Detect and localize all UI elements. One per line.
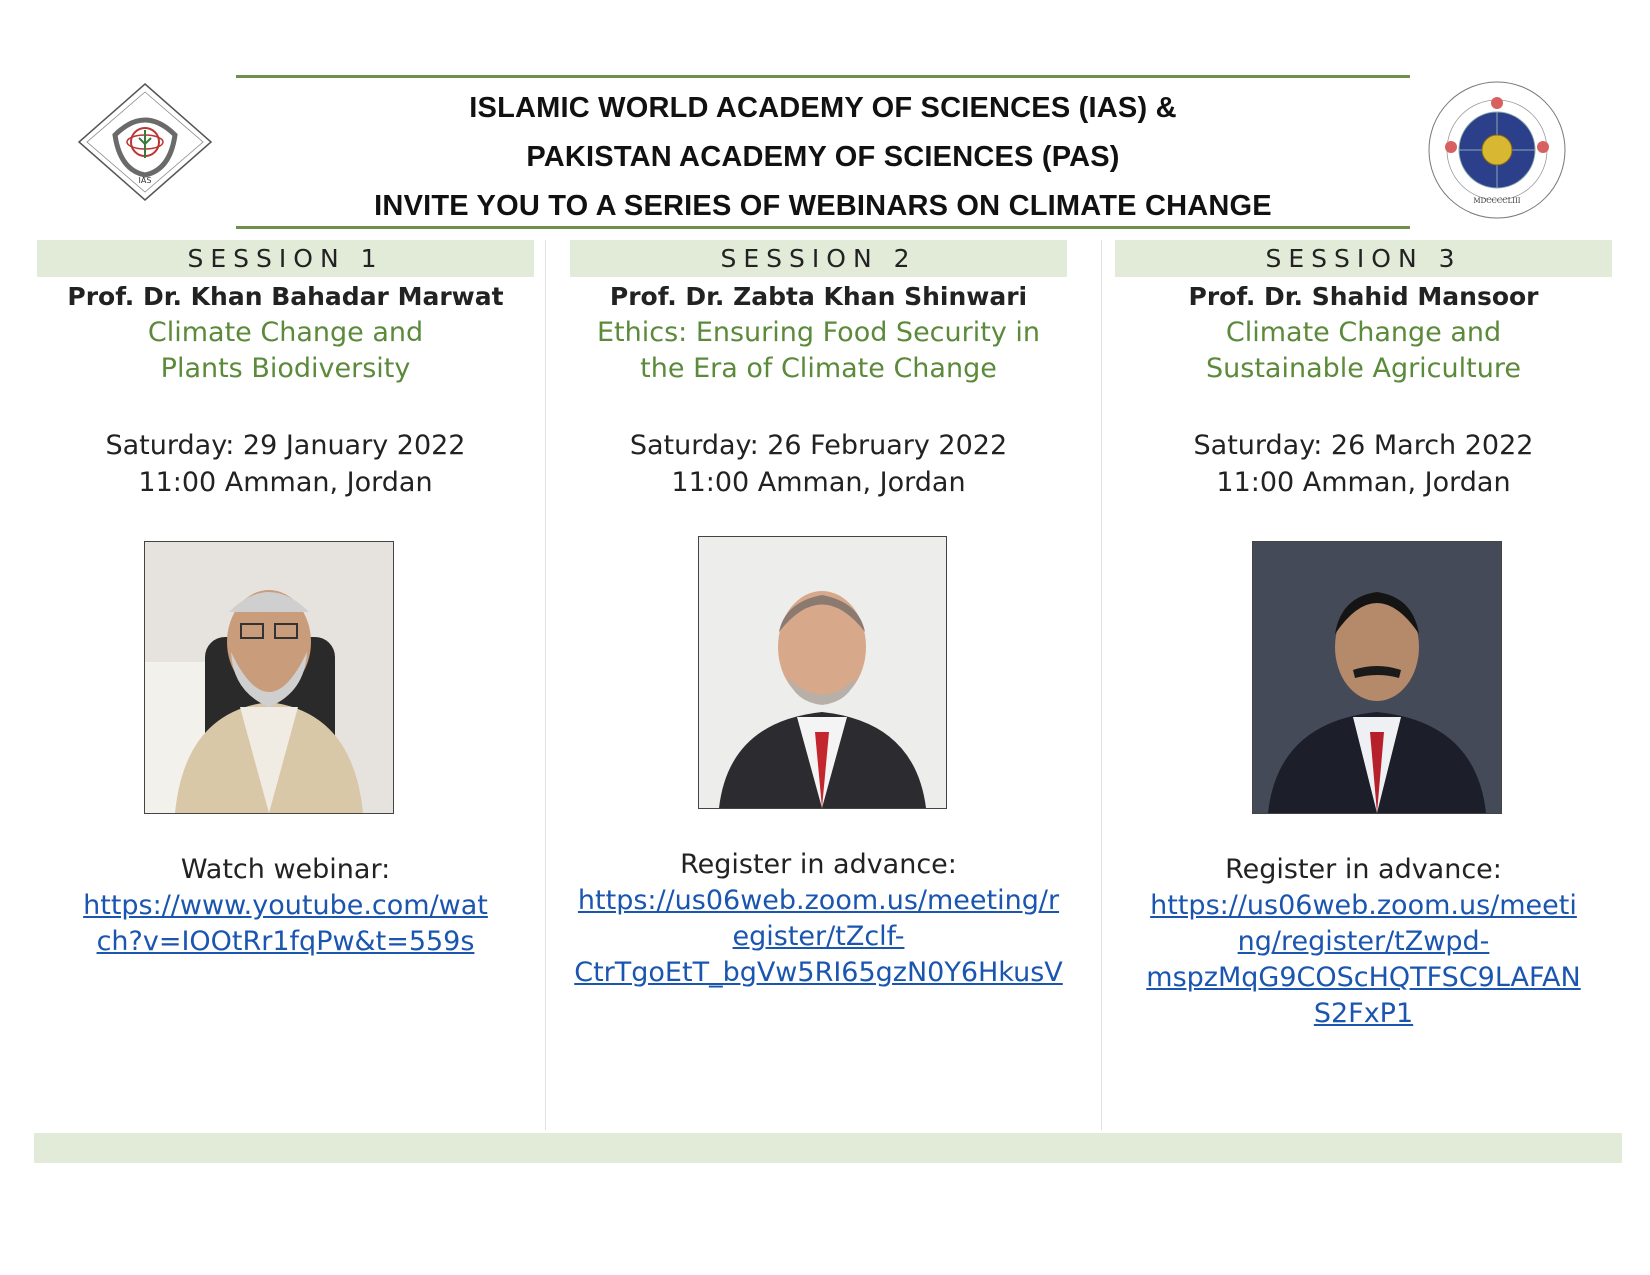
session-1-topic: Climate Change and Plants Biodiversity <box>147 317 424 384</box>
svg-text:IAS: IAS <box>138 176 152 185</box>
session-2-topic: Ethics: Ensuring Food Security in the Era of Climate Change <box>596 317 1041 384</box>
session-1-date: Saturday: 29 January 2022 <box>105 430 466 461</box>
speaker-2-photo <box>698 536 947 809</box>
session-1-cta <box>37 852 534 960</box>
session-1-speaker: Prof. Dr. Khan Bahadar Marwat <box>67 282 504 311</box>
session-2-time: 11:00 Amman, Jordan <box>671 467 966 498</box>
header-line-3: INVITE YOU TO A SERIES OF WEBINARS ON CLIMATE CHANGE <box>374 190 1272 222</box>
session-3-cta-label: Register in advance: <box>1225 854 1502 885</box>
session-3-cta <box>1115 852 1612 1032</box>
session-1-cta-label: Watch webinar: <box>180 854 391 885</box>
header-line-2: PAKISTAN ACADEMY OF SCIENCES (PAS) <box>526 141 1120 173</box>
invitation-header <box>236 84 1410 231</box>
ias-logo <box>75 80 215 205</box>
session-3-register-link[interactable]: https://us06web.zoom.us/meeti ng/register/tZwpd- mspzMqG9COScHQTFSC9LAFAN S2FxP1 <box>1146 890 1581 1029</box>
session-2-datetime <box>570 427 1067 501</box>
session-2-register-link[interactable]: https://us06web.zoom.us/meeting/r egister/tZclf- CtrTgoEtT_bgVw5RI65gzN0Y6HkusV <box>574 885 1063 988</box>
session-3-speaker: Prof. Dr. Shahid Mansoor <box>1188 282 1539 311</box>
svg-text:MDCCCCLIII: MDCCCCLIII <box>1473 197 1521 205</box>
session-2-cta-label: Register in advance: <box>680 849 957 880</box>
session-3-time: 11:00 Amman, Jordan <box>1216 467 1511 498</box>
speaker-3-photo <box>1252 541 1502 814</box>
session-3-datetime <box>1115 427 1612 501</box>
session-2-date: Saturday: 26 February 2022 <box>629 430 1008 461</box>
session-3-label: SESSION 3 <box>1115 240 1612 277</box>
session-3-topic: Climate Change and Sustainable Agriculture <box>1206 317 1521 384</box>
speaker-1-photo <box>144 541 394 814</box>
session-1-datetime <box>37 427 534 501</box>
session-2-label: SESSION 2 <box>570 240 1067 277</box>
column-divider <box>1101 240 1102 1130</box>
session-1-time: 11:00 Amman, Jordan <box>138 467 433 498</box>
pas-logo <box>1425 75 1570 225</box>
column-divider <box>545 240 546 1130</box>
header-top-rule <box>236 75 1410 78</box>
session-1-label: SESSION 1 <box>37 240 534 277</box>
session-2-speaker: Prof. Dr. Zabta Khan Shinwari <box>609 282 1028 311</box>
footer-bar <box>34 1133 1622 1163</box>
header-line-1: ISLAMIC WORLD ACADEMY OF SCIENCES (IAS) & <box>469 92 1177 124</box>
session-2-cta <box>570 847 1067 991</box>
session-1-webinar-link[interactable]: https://www.youtube.com/wat ch?v=IOOtRr1fqPw&t=559s <box>83 890 488 957</box>
session-3-date: Saturday: 26 March 2022 <box>1193 430 1534 461</box>
